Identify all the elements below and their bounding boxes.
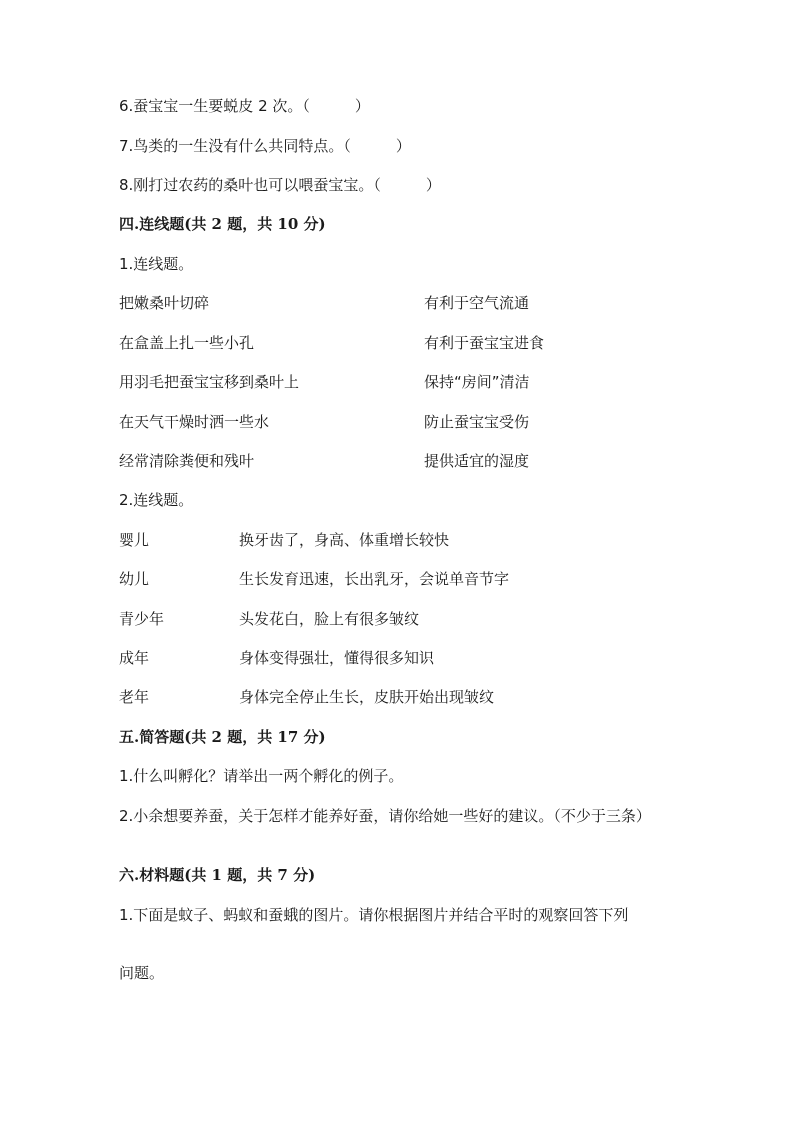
matching-q2-title: 2.连线题。: [119, 491, 194, 509]
matching-q1-right-item: 提供适宜的湿度: [424, 452, 530, 470]
section-heading-material: 六.材料题(共 1 题，共 7 分): [119, 866, 316, 884]
matching-q2-left-item: 青少年: [119, 610, 165, 628]
section-heading-matching: 四.连线题(共 2 题，共 10 分): [119, 215, 326, 233]
matching-q2-left-item: 老年: [119, 688, 150, 706]
question-6: 6.蚕宝宝一生要蜕皮 2 次。（ ）: [119, 97, 370, 115]
question-7: 7.鸟类的一生没有什么共同特点。（ ）: [119, 137, 411, 155]
matching-q1-right-item: 有利于蚕宝宝进食: [424, 334, 545, 352]
matching-q1-right-item: 防止蚕宝宝受伤: [424, 413, 530, 431]
short-answer-q2: 2.小余想要养蚕，关于怎样才能养好蚕，请你给她一些好的建议。（不少于三条）: [119, 807, 651, 825]
matching-q2-right-item: 身体完全停止生长，皮肤开始出现皱纹: [239, 688, 495, 706]
matching-q2-left-item: 幼儿: [119, 570, 150, 588]
matching-q1-left-item: 在盒盖上扎一些小孔: [119, 334, 255, 352]
matching-q2-right-item: 身体变得强壮，懂得很多知识: [239, 649, 435, 667]
section-heading-short-answer: 五.简答题(共 2 题，共 17 分): [119, 728, 326, 746]
matching-q2-right-item: 换牙齿了，身高、体重增长较快: [239, 531, 450, 549]
short-answer-q1: 1.什么叫孵化？请举出一两个孵化的例子。: [119, 767, 404, 785]
matching-q2-right-item: 头发花白，脸上有很多皱纹: [239, 610, 420, 628]
matching-q1-left-item: 在天气干燥时洒一些水: [119, 413, 270, 431]
matching-q2-left-item: 婴儿: [119, 531, 150, 549]
matching-q1-left-item: 经常清除粪便和残叶: [119, 452, 255, 470]
matching-q2-left-item: 成年: [119, 649, 150, 667]
matching-q1-left-item: 用羽毛把蚕宝宝移到桑叶上: [119, 373, 300, 391]
matching-q1-left-item: 把嫩桑叶切碎: [119, 294, 210, 312]
matching-q1-right-item: 保持“房间”清洁: [424, 373, 530, 391]
material-q1-line1: 1.下面是蚊子、蚂蚁和蚕蛾的图片。请你根据图片并结合平时的观察回答下列: [119, 906, 629, 924]
matching-q1-right-item: 有利于空气流通: [424, 294, 530, 312]
matching-q2-right-item: 生长发育迅速，长出乳牙，会说单音节字: [239, 570, 510, 588]
question-8: 8.刚打过农药的桑叶也可以喂蚕宝宝。（ ）: [119, 176, 441, 194]
matching-q1-title: 1.连线题。: [119, 255, 194, 273]
material-q1-line2: 问题。: [119, 964, 165, 982]
